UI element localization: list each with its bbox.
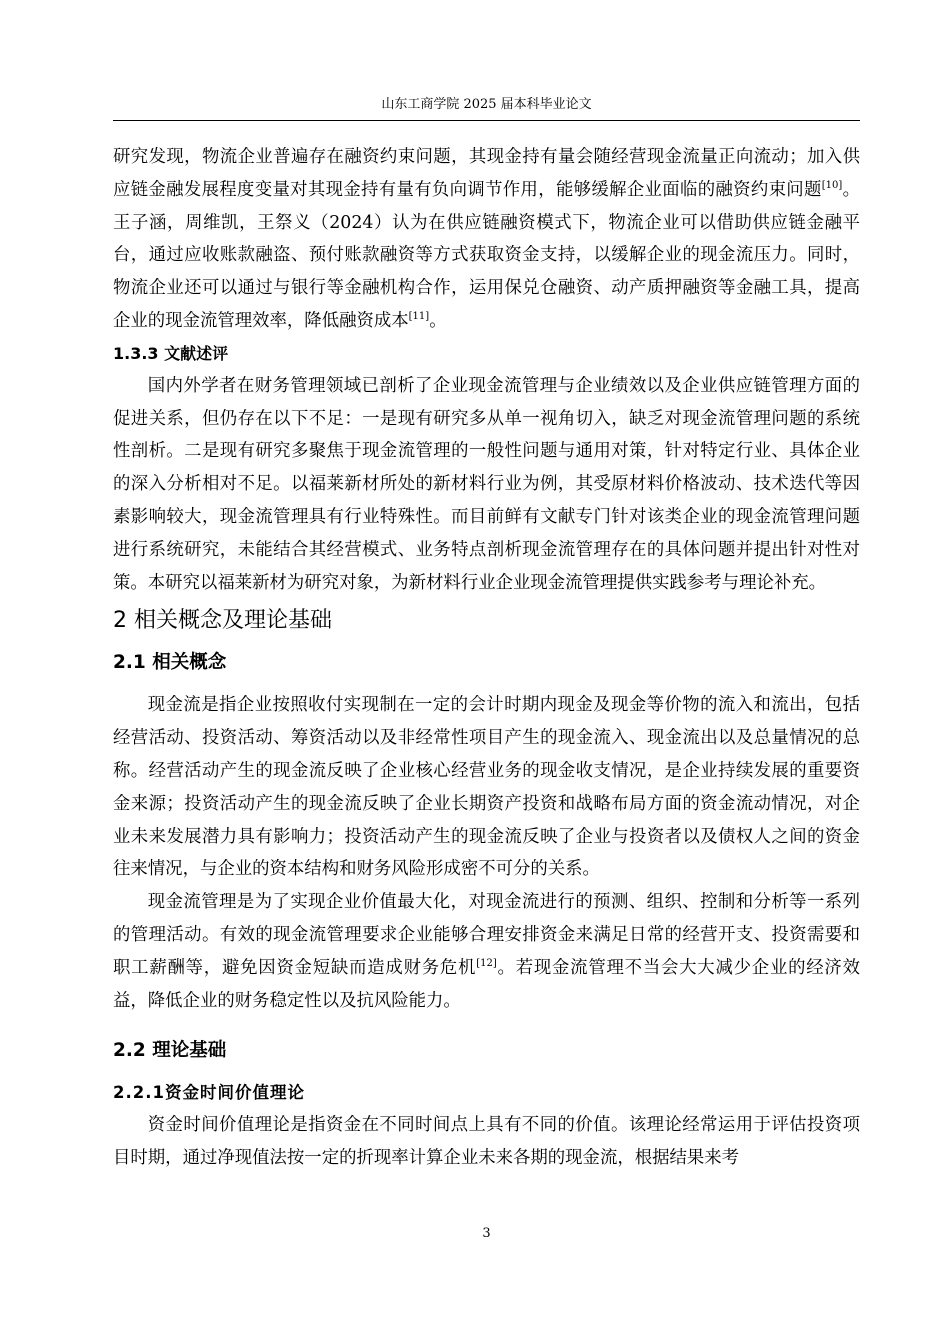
chapter-heading-2: 2 相关概念及理论基础 — [113, 608, 332, 634]
paragraph-time-value: 资金时间价值理论是指资金在不同时间点上具有不同的价值。该理论经常运用于评估投资项目时期，通过净现值法按一定的折现率计算企业未来各期的现金流，根据结果来考 — [113, 1115, 860, 1169]
paragraph-text: 研究发现，物流企业普遍存在融资约束问题，其现金持有量会随经营现金流量正向流动；加入供应链金融发展程度变量对其现金持有量有负向调节作用，能够缓解企业面临的融资约束问题 — [113, 147, 860, 200]
paragraph-text: 。若现金流管理不当会大大减少企业的经济效益，降低企业的财务稳定性以及抗风险能力。 — [113, 957, 860, 1011]
citation-ref: [11] — [408, 310, 430, 322]
page-number: 3 — [482, 1226, 491, 1241]
section-heading-2-1: 2.1 相关概念 — [113, 652, 227, 674]
paragraph-cash-flow-management — [113, 886, 860, 1017]
paragraph-literature-1 — [113, 141, 860, 338]
paragraph-text: 。王子涵，周维凯，王祭义（2024）认为在供应链融资模式下，物流企业可以借助供应链金融平台，通过应收账款融盗、预付账款融资等方式获取资金支持，以缓解企业的现金流压力。同时，物流企业还可以通过与银行等金融机构合作，运用保兑仓融资、动产质押融资等金融工具，提高企业的现金流管理效率，降低融资成本 — [113, 179, 860, 331]
section-heading-1-3-3: 1.3.3 文献述评 — [113, 343, 229, 363]
section-heading-2-2: 2.2 理论基础 — [113, 1040, 227, 1062]
citation-ref: [12] — [476, 957, 497, 969]
running-header: 山东工商学院 2025 届本科毕业论文 — [381, 97, 592, 112]
paragraph-cash-flow-definition: 现金流是指企业按照收付实现制在一定的会计时期内现金及现金等价物的流入和流出，包括经营活动、投资活动、筹资活动以及非经常性项目产生的现金流入、现金流出以及总量情况的总称。经营活动产生的现金流反映了企业核心经营业务的现金收支情况，是企业持续发展的重要资金来源；投资活动产生的现金流反映了企业长期资产投资和战略布局方面的资金流动情况，对企业未来发展潜力具有影响力；投资活动产生的现金流反映了企业与投资者以及债权人之间的资金往来情况，与企业的资本结构和财务风险形成密不可分的关系。 — [113, 695, 860, 880]
citation-ref: [10] — [821, 179, 843, 191]
page-body — [113, 141, 860, 1175]
paragraph-review: 国内外学者在财务管理领域已剖析了企业现金流管理与企业绩效以及企业供应链管理方面的促进关系，但仍存在以下不足：一是现有研究多从单一视角切入，缺乏对现金流管理问题的系统性剖析。二是现有研究多聚焦于现金流管理的一般性问题与通用对策，针对特定行业、具体企业的深入分析相对不足。以福莱新材所处的新材料行业为例，其受原材料价格波动、技术迭代等因素影响较大，现金流管理具有行业特殊性。而目前鲜有文献专门针对该类企业的现金流管理问题进行系统研究，未能结合其经营模式、业务特点剖析现金流管理存在的具体问题并提出针对性对策。本研究以福莱新材为研究对象，为新材料行业企业现金流管理提供实践参考与理论补充。 — [113, 375, 860, 593]
header-rule — [113, 120, 860, 121]
paragraph-text: 现金流管理是为了实现企业价值最大化，对现金流进行的预测、组织、控制和分析等一系列的管理活动。有效的现金流管理要求企业能够合理安排资金来满足日常的经营开支、投资需要和职工薪酬等，避免因资金短缺而造成财务危机 — [113, 892, 860, 978]
paragraph-text: 。 — [429, 310, 447, 331]
section-heading-2-2-1: 2.2.1资金时间价值理论 — [113, 1083, 305, 1103]
